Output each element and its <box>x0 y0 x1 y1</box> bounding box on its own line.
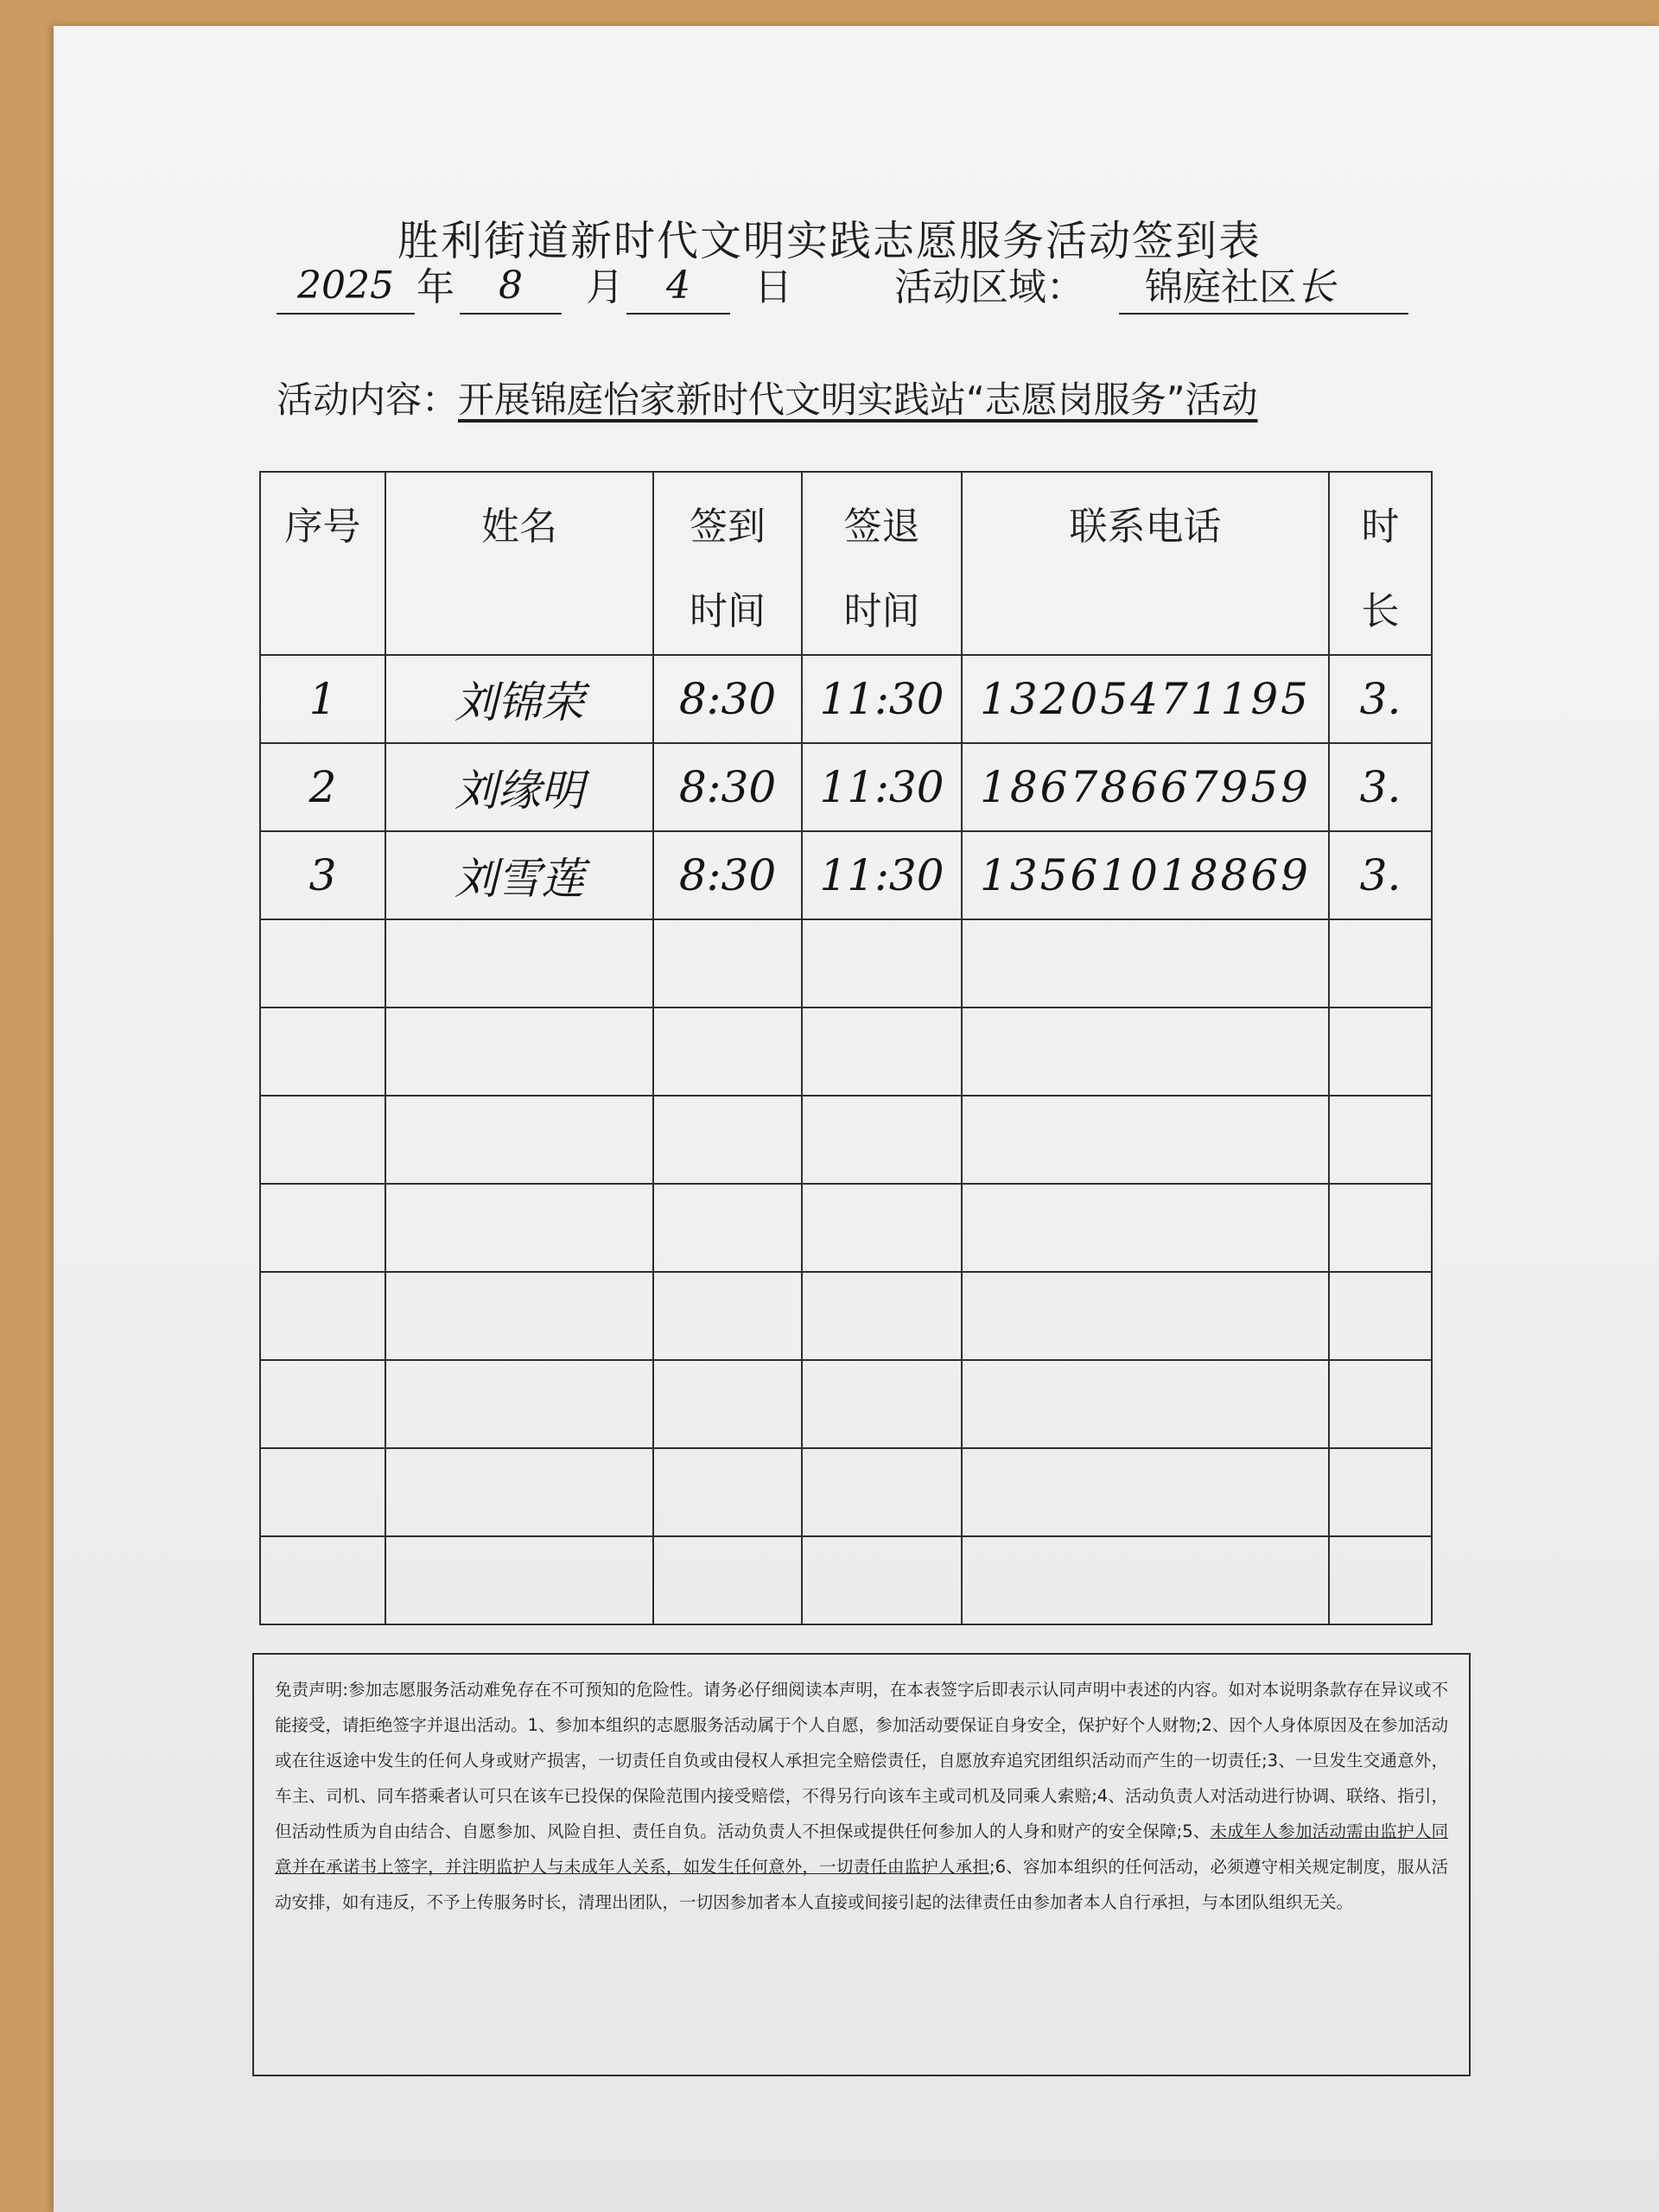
cell-phone: 18678667959 <box>962 743 1329 831</box>
cell-duration: 3. <box>1329 655 1432 743</box>
cell-duration <box>1329 1007 1432 1096</box>
cell-checkin <box>653 1272 802 1360</box>
cell-checkin: 8:30 <box>653 831 802 919</box>
cell-seq: 3 <box>260 831 385 919</box>
cell-name <box>385 1272 653 1360</box>
cell-name: 刘锦荣 <box>385 655 653 743</box>
cell-checkout <box>802 1360 962 1448</box>
table-row <box>260 655 1432 743</box>
year-label: 年 <box>416 265 454 309</box>
year-field: 2025 <box>276 259 415 315</box>
table-row <box>260 1360 1432 1448</box>
cell-checkin <box>653 919 802 1007</box>
cell-checkout <box>802 1096 962 1184</box>
cell-checkout <box>802 1272 962 1360</box>
cell-seq <box>260 1007 385 1096</box>
cell-phone <box>962 1448 1329 1536</box>
header-duration: 时 长 <box>1329 472 1432 655</box>
header-name: 姓名 <box>385 472 653 655</box>
table-row <box>260 1096 1432 1184</box>
table-row <box>260 1184 1432 1272</box>
cell-checkout <box>802 1184 962 1272</box>
cell-seq <box>260 1272 385 1360</box>
cell-seq <box>260 1448 385 1536</box>
cell-phone <box>962 1360 1329 1448</box>
cell-name <box>385 1007 653 1096</box>
cell-name: 刘雪莲 <box>385 831 653 919</box>
cell-name <box>385 1096 653 1184</box>
cell-phone <box>962 1096 1329 1184</box>
header-checkin-time: 签到 时间 <box>653 472 802 655</box>
activity-content <box>276 372 1258 423</box>
cell-seq <box>260 919 385 1007</box>
table-row <box>260 831 1432 919</box>
cell-name: 刘缘明 <box>385 743 653 831</box>
table-row <box>260 1007 1432 1096</box>
cell-name <box>385 1184 653 1272</box>
table-row <box>260 743 1432 831</box>
cell-name <box>385 1536 653 1624</box>
cell-checkin <box>653 1448 802 1536</box>
disclaimer <box>252 1653 1471 2076</box>
cell-checkout: 11:30 <box>802 655 962 743</box>
table-row <box>260 1536 1432 1624</box>
cell-duration <box>1329 1184 1432 1272</box>
cell-duration <box>1329 1096 1432 1184</box>
cell-duration: 3. <box>1329 831 1432 919</box>
cell-checkin <box>653 1007 802 1096</box>
cell-phone <box>962 1007 1329 1096</box>
cell-phone: 13205471195 <box>962 655 1329 743</box>
content-value: 开展锦庭怡家新时代文明实践站“志愿岗服务”活动 <box>458 378 1258 421</box>
cell-duration <box>1329 1360 1432 1448</box>
area-value: 锦庭社区 <box>1145 265 1297 309</box>
cell-name <box>385 919 653 1007</box>
header-checkout-time: 签退 时间 <box>802 472 962 655</box>
cell-seq <box>260 1536 385 1624</box>
cell-phone <box>962 1536 1329 1624</box>
cell-checkin: 8:30 <box>653 655 802 743</box>
cell-checkin <box>653 1536 802 1624</box>
date-area-line <box>276 259 1417 320</box>
cell-seq: 2 <box>260 743 385 831</box>
table-row <box>260 1272 1432 1360</box>
cell-seq: 1 <box>260 655 385 743</box>
content-label: 活动内容： <box>276 378 459 421</box>
cell-duration <box>1329 1536 1432 1624</box>
month-label: 月 <box>586 265 624 309</box>
form-title: 胜利街道新时代文明实践志愿服务活动签到表 <box>397 217 1262 265</box>
table-row <box>260 919 1432 1007</box>
area-handwritten-mark: 长 <box>1297 265 1335 309</box>
header-seq: 序号 <box>260 472 385 655</box>
table-row <box>260 1448 1432 1536</box>
cell-checkout <box>802 919 962 1007</box>
disclaimer-text-end: ;6、容加本组织的任何活动，必须遵守相关规定制度，服从活动安排，如有违反，不予上传服务时长，清理出团队，一切因参加者本人直接或间接引起的法律责任由参加者本人自行承担，与本团队组织无关。 <box>275 1857 1448 1912</box>
cell-phone: 13561018869 <box>962 831 1329 919</box>
table-header-row <box>260 472 1432 655</box>
cell-seq <box>260 1096 385 1184</box>
cell-phone <box>962 1272 1329 1360</box>
cell-checkin <box>653 1360 802 1448</box>
cell-checkout: 11:30 <box>802 831 962 919</box>
cell-checkin <box>653 1096 802 1184</box>
area-field <box>1119 261 1408 315</box>
cell-duration <box>1329 919 1432 1007</box>
cell-duration <box>1329 1448 1432 1536</box>
cell-checkin <box>653 1184 802 1272</box>
cell-name <box>385 1360 653 1448</box>
disclaimer-minor-clause: 未成年人参加活动需由监护人同意并在承诺书上签字，并注明监护人与未成年人关系，如发生任何意外，一切责任由监护人承担 <box>275 1821 1448 1877</box>
cell-checkout <box>802 1448 962 1536</box>
cell-seq <box>260 1184 385 1272</box>
cell-name <box>385 1448 653 1536</box>
cell-duration <box>1329 1272 1432 1360</box>
cell-phone <box>962 1184 1329 1272</box>
header-phone: 联系电话 <box>962 472 1329 655</box>
day-field: 4 <box>626 259 730 315</box>
month-field: 8 <box>460 259 562 315</box>
disclaimer-text: 免责声明:参加志愿服务活动难免存在不可预知的危险性。请务必仔细阅读本声明，在本表签字后即表示认同声明中表述的内容。如对本说明条款存在异议或不能接受，请拒绝签字并退出活动。1、参加本组织的志愿服务活动属于个人自愿，参加活动要保证自身安全，保护好个人财物;2、因个人身体原因及在参加活动或在往返途中发生的任何人身或财产损害，一切责任自负或由侵权人承担完全赔偿责任，自愿放弃追究团组织活动而产生的一切责任;3、一旦发生交通意外，车主、司机、同车搭乘者认可只在该车已投保的保险范围内接受赔偿，不得另行向该车主或司机及同乘人索赔;4、活动负责人对活动进行协调、联络、指引，但活动性质为自由结合、自愿参加、风险自担、责任自负。活动负责人不担保或提供任何参加人的人身和财产的安全保障;5、 <box>275 1680 1448 1841</box>
area-label: 活动区域： <box>894 265 1084 309</box>
day-label: 日 <box>754 265 792 309</box>
cell-checkout <box>802 1007 962 1096</box>
cell-checkout: 11:30 <box>802 743 962 831</box>
sign-in-table <box>259 471 1433 1625</box>
cell-checkin: 8:30 <box>653 743 802 831</box>
cell-phone <box>962 919 1329 1007</box>
cell-duration: 3. <box>1329 743 1432 831</box>
cell-seq <box>260 1360 385 1448</box>
cell-checkout <box>802 1536 962 1624</box>
